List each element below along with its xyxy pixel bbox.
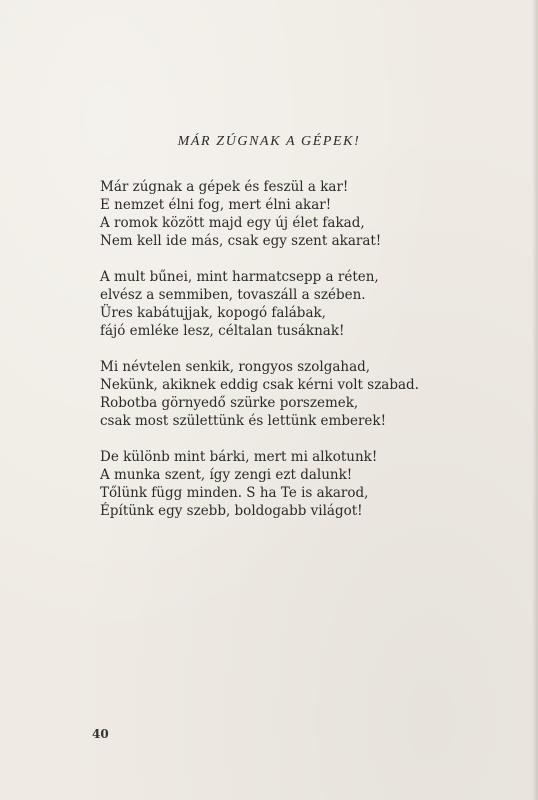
poem-line: De különb mint bárki, mert mi alkotunk!: [100, 449, 378, 465]
poem-line: E nemzet élni fog, mert élni akar!: [100, 197, 332, 213]
poem-line: fájó emléke lesz, céltalan tusáknak!: [100, 323, 345, 339]
stanza-4: [100, 448, 500, 520]
poem-title: MÁR ZÚGNAK A GÉPEK!: [177, 134, 361, 149]
poem-line: Nekünk, akiknek eddig csak kérni volt szabad.: [100, 377, 419, 393]
page-number: 40: [92, 727, 109, 741]
page-edge-shadow: [532, 0, 538, 800]
poem-line: Üres kabátujjak, kopogó falábak,: [100, 305, 326, 321]
poem-line: Mi névtelen senkik, rongyos szolgahad,: [100, 359, 371, 375]
stanza-3: [100, 358, 500, 430]
poem-line: Robotba görnyedő szürke porszemek,: [100, 395, 359, 411]
stanza-1: [100, 178, 500, 250]
poem-line: Tőlünk függ minden. S ha Te is akarod,: [100, 485, 369, 501]
stanza-2: [100, 268, 500, 340]
poem-line: elvész a semmiben, tovaszáll a szében.: [100, 287, 366, 303]
poem-line: csak most születtünk és lettünk emberek!: [100, 413, 387, 429]
poem-line: A mult bűnei, mint harmatcsepp a réten,: [100, 269, 379, 285]
poem-line: A romok között majd egy új élet fakad,: [100, 215, 365, 231]
poem-line: Már zúgnak a gépek és feszül a kar!: [100, 179, 349, 195]
poem-line: A munka szent, így zengi ezt dalunk!: [100, 467, 353, 483]
poem-line: Nem kell ide más, csak egy szent akarat!: [100, 233, 382, 249]
poem-line: Építünk egy szebb, boldogabb világot!: [100, 503, 363, 519]
poem-body: [100, 178, 500, 538]
